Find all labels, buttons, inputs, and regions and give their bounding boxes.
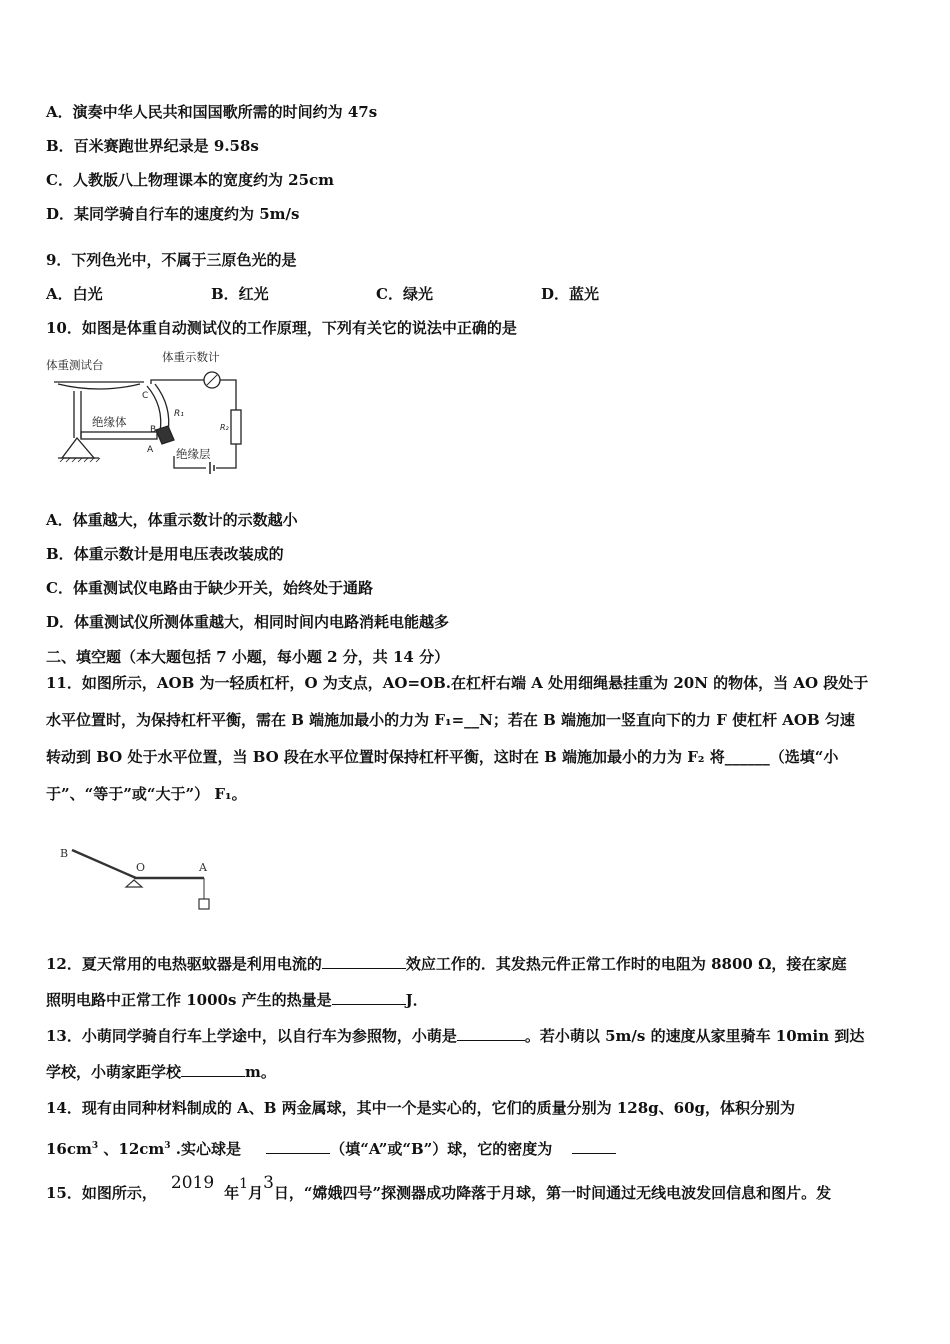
lever-arm-bo	[72, 850, 136, 878]
resistor-r2	[231, 410, 241, 444]
lever-o-label: O	[136, 861, 146, 874]
q11-line-4: 于”、“等于”或“大于”） F₁。	[46, 785, 247, 803]
platform-base	[58, 384, 140, 389]
insulating-layer-slider	[156, 426, 174, 444]
q13-blank-1[interactable]	[457, 1026, 525, 1041]
q9-option-d: D．蓝光	[541, 285, 600, 303]
r1-label: R₁	[174, 409, 184, 419]
lever-figure	[56, 840, 226, 915]
q12-line-1: 12．夏天常用的电热驱蚊器是利用电流的 效应工作的．其发热元件正常工作时的电阻为 8800 Ω，接在家庭	[46, 955, 847, 973]
insulating-layer-label: 绝缘层	[176, 447, 211, 461]
q10-option-a: A．体重越大，体重示数计的示数越小	[46, 511, 298, 529]
section-title: 二、填空题（本大题包括 7 小题，每小题 2 分，共 14 分）	[46, 648, 450, 666]
hanging-weight	[199, 899, 209, 909]
q15-year: 2019	[170, 1173, 215, 1193]
q10-stem: 10．如图是体重自动测试仪的工作原理，下列有关它的说法中正确的是	[46, 319, 517, 337]
q12-line-2: 照明电路中正常工作 1000s 产生的热量是 J．	[46, 991, 428, 1009]
q15-day: 3	[263, 1173, 274, 1193]
lever-pivot	[126, 880, 142, 887]
q14-line-2: $16cm^3$ 、$12cm^3$ .实心球是 （填“A”或“B”）球，它的密度为	[46, 1136, 616, 1159]
insulator-label: 绝缘体	[92, 415, 127, 429]
q14-blank-2[interactable]	[572, 1139, 616, 1154]
point-c-label: C	[142, 391, 149, 401]
q15-line-1: 15．如图所示， 2019 年1月3日，“嫦娥四号”探测器成功降落于月球，第一时间通过无线电波发回信息和图片。发	[46, 1173, 832, 1202]
q10-option-c: C．体重测试仪电路由于缺少开关，始终处于通路	[46, 579, 373, 597]
q10-option-d: D．体重测试仪所测体重越大，相同时间内电路消耗电能越多	[46, 613, 450, 631]
wire-right-bottom	[216, 444, 236, 468]
wire-top-right	[220, 380, 236, 410]
pivot-support	[62, 438, 94, 458]
q13-blank-2[interactable]	[181, 1062, 245, 1077]
platform-column	[74, 391, 81, 438]
q11-line-1: 11．如图所示，AOB 为一轻质杠杆，O 为支点，AO=OB.在杠杆右端 A 处用细绳悬挂重为 20N 的物体，当 AO 段处于	[46, 674, 869, 692]
q9-option-c: C．绿光	[376, 285, 433, 303]
meter-label: 体重示数计	[162, 350, 220, 364]
point-b-label: B	[150, 425, 157, 435]
q13-line-1: 13．小萌同学骑自行车上学途中，以自行车为参照物，小萌是 。若小萌以 5m/s 的速度从家里骑车 10min 到达	[46, 1027, 865, 1045]
q8-option-d: D．某同学骑自行车的速度约为 5m/s	[46, 205, 300, 223]
lever-a-label: A	[199, 861, 207, 874]
q8-option-c: C．人教版八上物理课本的宽度约为 25cm	[46, 171, 335, 189]
battery	[210, 462, 214, 474]
q8-option-b: B．百米赛跑世界纪录是 9.58s	[46, 137, 259, 155]
q9-option-a: A．白光	[46, 285, 103, 303]
q11-line-2: 水平位置时，为保持杠杆平衡，需在 B 端施加最小的力为 F₁=__N；若在 B 端施加一竖直向下的力 F 使杠杆 AOB 匀速	[46, 711, 855, 729]
wire-top-left	[151, 380, 204, 384]
q13-line-2: 学校，小萌家距学校 m。	[46, 1063, 276, 1081]
point-a-label: A	[147, 445, 154, 455]
q14-line-1: 14．现有由同种材料制成的 A、B 两金属球，其中一个是实心的，它们的质量分别为 128g、60g，体积分别为	[46, 1099, 796, 1117]
r2-label: R₂	[220, 423, 229, 432]
platform-label: 体重测试台	[46, 358, 104, 372]
q15-month: 1	[239, 1176, 249, 1192]
weight-tester-circuit-figure	[44, 346, 244, 476]
q12-blank-2[interactable]	[332, 990, 406, 1005]
q9-option-b: B．红光	[211, 285, 269, 303]
q10-option-b: B．体重示数计是用电压表改装成的	[46, 545, 284, 563]
q9-stem: 9．下列色光中，不属于三原色光的是	[46, 251, 297, 269]
q14-blank-1[interactable]	[266, 1139, 330, 1154]
q11-line-3: 转动到 BO 处于水平位置，当 BO 段在水平位置时保持杠杆平衡，这时在 B 端施加最小的力为 F₂ 将______（选填“小	[46, 748, 839, 766]
insulator-lever	[81, 432, 157, 439]
lever-b-label: B	[60, 847, 69, 860]
q8-option-a: A．演奏中华人民共和国国歌所需的时间约为 47s	[46, 103, 378, 121]
q12-blank-1[interactable]	[322, 954, 406, 969]
